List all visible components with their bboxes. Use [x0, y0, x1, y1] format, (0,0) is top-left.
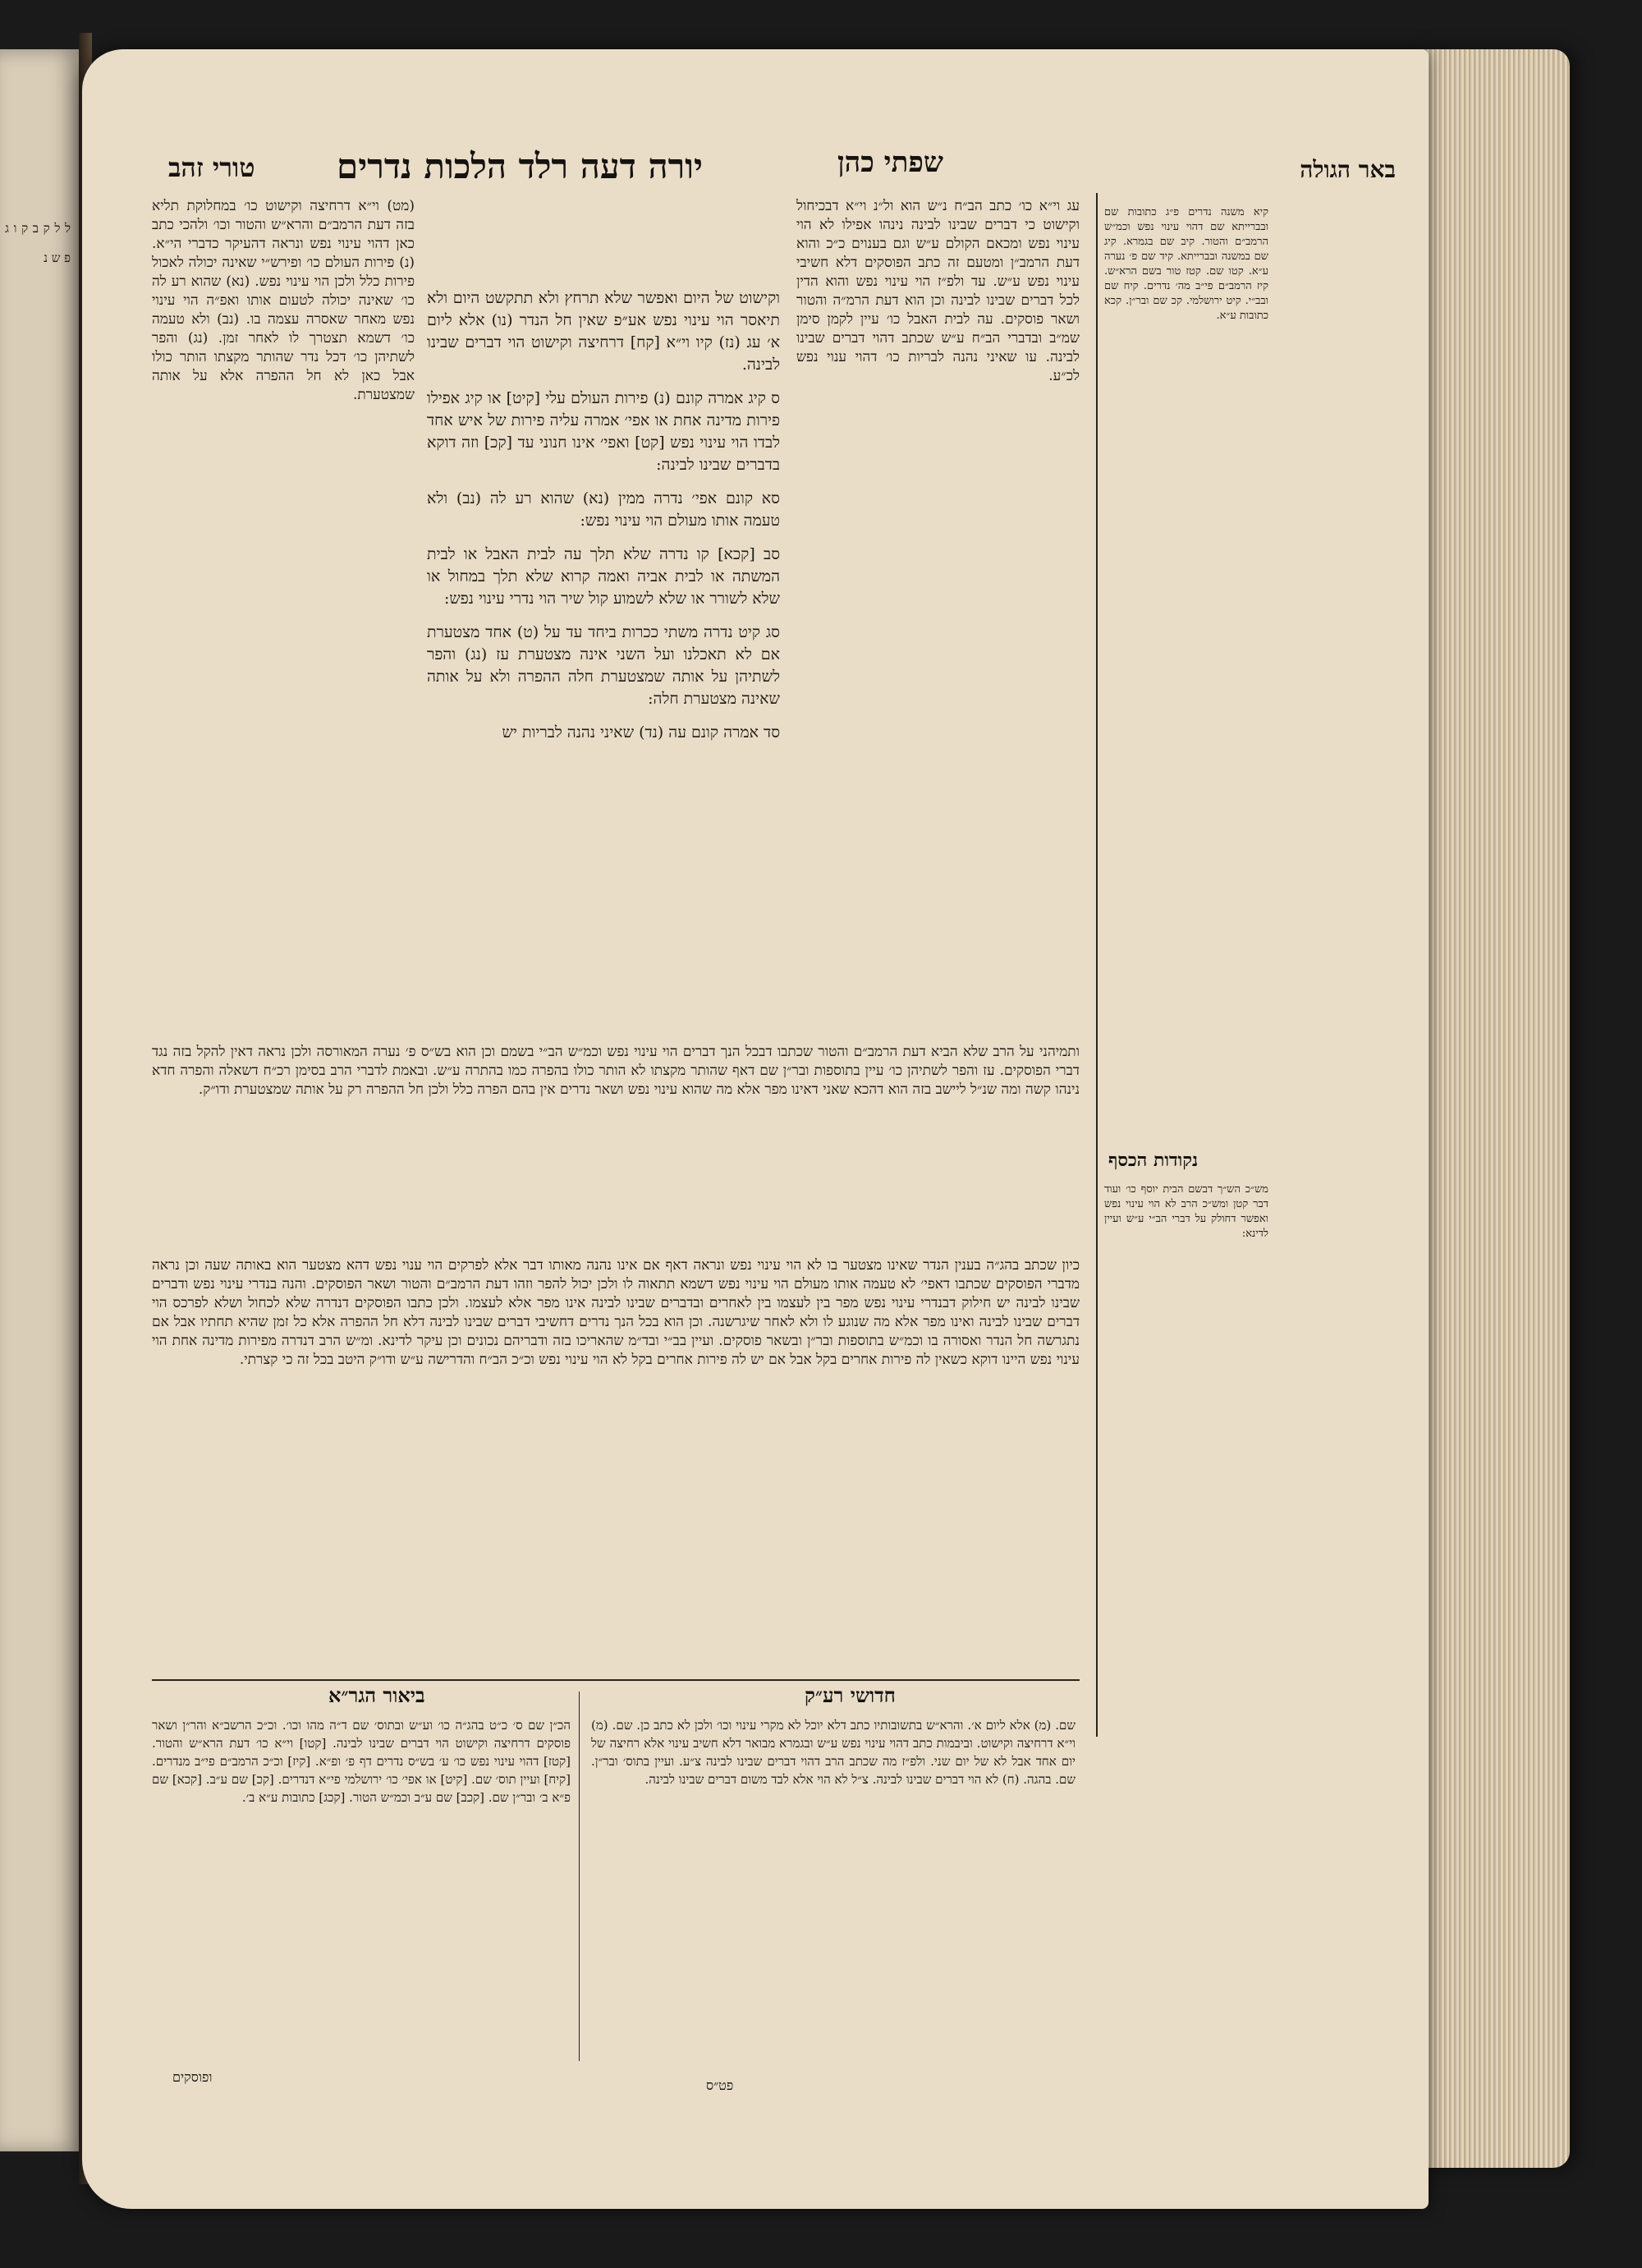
main-page [82, 49, 1429, 2209]
beer-hagolah-divider [1096, 193, 1098, 1737]
header-shach: שפתי כהן [837, 146, 943, 179]
long-commentary: כיון שכתב בהג״ה בענין הנדר שאינו מצטער בו לא הוי עינוי נפש ונראה דאף אם אינו נהנה מאותו דבר אלא לפרקים הוי ענוי נפש דהא מצטער הוא באותה שעה וכן נראה מדברי הפוסקים שכתבו דאפי׳ לא טעמה אותו מעולם הוי עינוי נפש דשמא תתאוה לו ולכן יכול להפר וזהו דעת הרמב״ם והטור ושאר הפוסקים. והנה בנדרי עינוי נפש ודברים שבינו לבינה יש חילוק דבנדרי עינוי נפש מפר בין לעצמו בין לאחרים ובדברים שבינו לבינה אינו מפר אלא לעצמו. ולכן כתבו הפוסקים דנדרה שלא לכחול ושלא לפרכס הוי דברים שבינו לבינה ואינו מפר אלא מה שנוגע לו ולא לאחר שיגרשנה. וכן הוא בכל הנך נדרים דחשיבי דברים שבינו לבינה דלא חל ההפרה אלא כל זמן שהיא תחתיו אבל אם נתגרשה חל הנדר ואסורה בו וכמ״ש בתוספות ובר״ן ובשאר פוסקים. ועיין בב״י ובד״מ שהאריכו בזה ודבריהם נכונים וכן עיקר לדינא. ומ״ש הרב דנדרה מפירות מדינה אחת הוי עינוי נפש היינו דוקא כשאין לה פירות אחרים בקל אבל אם יש לה פירות אחרים בקל לא הוי עינוי נפש וכ״כ הב״ח והדרישה ע״ש ודו״ק היטב בכל זה כי קצרתי. [152, 1257, 1080, 1368]
beer-hagolah-column: קיא משנה נדרים פ״ג כתובות שם ובברייתא שם דהוי עינוי נפש וכמ״ש הרמב״ם והטור. קיב שם בגמרא. קיג שם במשנה ובברייתא. קיד שם פ׳ נערה ע״א. קטו שם. קטז טור בשם הרא״ש. קיז הרמב״ם פי״ב מה׳ נדרים. קיח שם ובב״י. קיט ירושלמי. קכ שם ובר״ן. קכא כתובות ע״א. [1104, 206, 1268, 322]
shach-column: עג וי״א כו׳ כתב הב״ח נ״ש הוא ול״נ וי״א דבכיחול וקישוט כי דברים שבינו לבינה נינהו אפילו לא הוי עינוי נפש ומכאם הקולם ע״ש וגם בענוים כ״כ והוא דעת הרמב״ן ומטעם זה כתב הפוסקים דלא חשיבי עינוי נפש ע״ש. עד ולפ״ז הוי עינוי נפש והוא הדין לכל דברים שבינו לבינה וכן הוא דעת הרמ״ה והטור ושאר פוסקים. עה לבית האבל כו׳ עיין לקמן סימן שמ״ב ובדברי הב״ח ע״ש שכתב דהוי דברים שבינו לבינה. עו שאיני נהנה לבריות כו׳ דהוי ענוי נפש לכ״ע. [796, 198, 1080, 384]
gra-title: ביאור הגר״א [328, 1683, 425, 1707]
sa-paragraph-5: סג קיט נדרה משתי ככרות ביחד עד על (ט) אחד מצטערת אם לא תאכלנו ועל השני אינה מצטערת עז (נג) והפר לשתיהן על אותה שמצטערת חלה ההפרה ולא על אותה שאינה מצטערת חלה: [427, 623, 780, 708]
chiddushei-title: חדושי רע״ק [805, 1683, 896, 1707]
footer-catchword: ופוסקים [172, 2069, 213, 2085]
left-facing-page [0, 49, 81, 2151]
bottom-section-rule [152, 1679, 1080, 1681]
taz-column: (מט) וי״א דרחיצה וקישוט כו׳ במחלוקת תליא בזה דעת הרמב״ם והרא״ש והטור וכו׳ ולהכי כתב כאן דהוי עינוי נפש ונראה דהעיקר כדברי הי״א. (נ) פירות העולם כו׳ ופירש״י שאינה יכולה לאכול פירות כלל ולכן הוי עינוי נפש. (נא) שהוא רע לה כו׳ שאינה יכולה לטעום אותו ואפ״ה הוי עינוי נפש מאחר שאסרה עצמה בו. (נב) ולא טעמה כו׳ דשמא תצטרך לו לאחר זמן. (נג) והפר לשתיהן כו׳ דכל נדר שהותר מקצתו הותר כולו אבל כאן לא חל ההפרה אלא על אותה שמצטערת. [152, 198, 415, 403]
header-taz: טורי זהב [168, 152, 255, 183]
continuation-commentary: ותמיהני על הרב שלא הביא דעת הרמב״ם והטור שכתבו דבכל הנך דברים הוי עינוי נפש וכמ״ש הב״י בשמם וכן הוא בש״ס פ׳ נערה המאורסה ולכן נראה דאין להקל בזה נגד דברי הפוסקים. עז והפר לשתיהן כו׳ עיין בתוספות ובר״ן שם דאף שהותר מקצתו לא הותר כולו בהפרה כמו בהתרה ע״ש. ובאמת לדברי הרב בסימן רכ״ח דשאלה והפרה חדא נינהו קשה ומה שנ״ל ליישב בזה הוא דהכא שאני דאינו מפר אלא מה שהוא עינוי נפש ושאר נדרים אין בהם הפרה כלל ולכן חל ההפרה רק על אותה שמצטערת ודו״ק. [152, 1044, 1080, 1098]
nekudot-hakesef-title: נקודות הכסף [1108, 1150, 1199, 1171]
left-page-text: ל ל ק ב ק ו ג פ ש נ [5, 221, 71, 265]
sa-paragraph-4: סב [קכא] קו נדרה שלא תלך עה לבית האבל או לבית המשתה או לבית אביה ואמה קרוא שלא תלך במחול או שלא לשורר או שלא לשמוע קול שיר הוי נדרי עינוי נפש: [427, 545, 780, 608]
footer-signature: פט״ס [706, 2077, 734, 2093]
header-main-title: יורה דעה רלד הלכות נדרים [337, 146, 704, 186]
chiddushei-column: שם. (מ) אלא ליום א׳. והרא״ש בתשובותיו כתב דלא יוכל לא מקרי עינוי וכו׳ ולכן לא כתב כן. שם. (מ) וי״א דרחיצה וקישוט. וביבמות כתב דהוי עינוי נפש ע״ש ובגמרא מבואר דלא חשיב עינוי אלא רחיצה של יום אחד אבל לא של יום שני. ולפ״ז מה שכתב הרב דהוי דברים שבינו לבינה צ״ע. ועיין בתוס׳ ובר״ן. שם. בהגה. (ח) לא הוי דברים שבינו לבינה. צ״ל לא הוי אלא לבד משום דברים שבינו לבינה. [591, 1718, 1076, 1787]
page-edges [1420, 49, 1570, 2168]
gra-column: הכ״ן שם ס׳ כ״ט בהג״ה כו׳ וע״ש ובתוס׳ שם ד״ה מהו וכו׳. וכ״כ הרשב״א והר״ן ושאר פוסקים דרחיצה וקישוט הוי דברים שבינו לבינה. [קטו] וי״א כו׳ דעת הרא״ש והטור. [קטז] דהוי עינוי נפש כו׳ ע׳ בש״ס נדרים דף פ׳ ופ״א. [קיז] וכ״כ הרמב״ם פי״ב מנדרים. [קיח] ועיין תוס׳ שם. [קיט] או אפי׳ כו׳ ירושלמי פי״א דנדרים. [קכ] שם ע״ב. [קכא] שם פ״א ב׳ ובר״ן שם. [קכב] שם ע״ב וכמ״ש הטור. [קכג] כתובות ע״א ב׳. [152, 1718, 571, 1805]
bottom-column-divider [579, 1692, 580, 2061]
sa-paragraph-6: סד אמרה קונם עה (נד) שאיני נהנה לבריות יש [502, 723, 780, 741]
header-beer-hagolah: באר הגולה [1300, 156, 1396, 183]
sa-paragraph-3: סא קונם אפי׳ נדרה ממין (נא) שהוא רע לה (נב) ולא טעמה אותו מעולם הוי עינוי נפש: [427, 489, 780, 530]
sa-paragraph-2: ס קיג אמרה קונם (נ) פירות העולם עלי [קיט] או קיג אפילו פירות מדינה אחת או אפי׳ אמרה עליה פירות של איש אחד לבדו הוי עינוי נפש [קט] ואפי׳ אינו חנוני עד [קכ] וזה דוקא בדברים שבינו לבינה: [427, 389, 780, 474]
nekudot-hakesef-column: מש״כ הש״ך דבשם הבית יוסף כו׳ ועוד דבר קטן ומש״כ הרב לא הוי עינוי נפש ואפשר דחולק על דברי הב״י ע״ש ועיין לדינא: [1104, 1183, 1268, 1240]
sa-paragraph-1: וקישוט של היום ואפשר שלא תרחץ ולא תתקשט היום ולא תיאסר הוי עינוי נפש אע״פ שאין חל הנדר (נו) אלא ליום א׳ עג (נז) קיו וי״א [קח] דרחיצה וקישוט הוי דברים שבינו לבינה. [427, 289, 780, 374]
